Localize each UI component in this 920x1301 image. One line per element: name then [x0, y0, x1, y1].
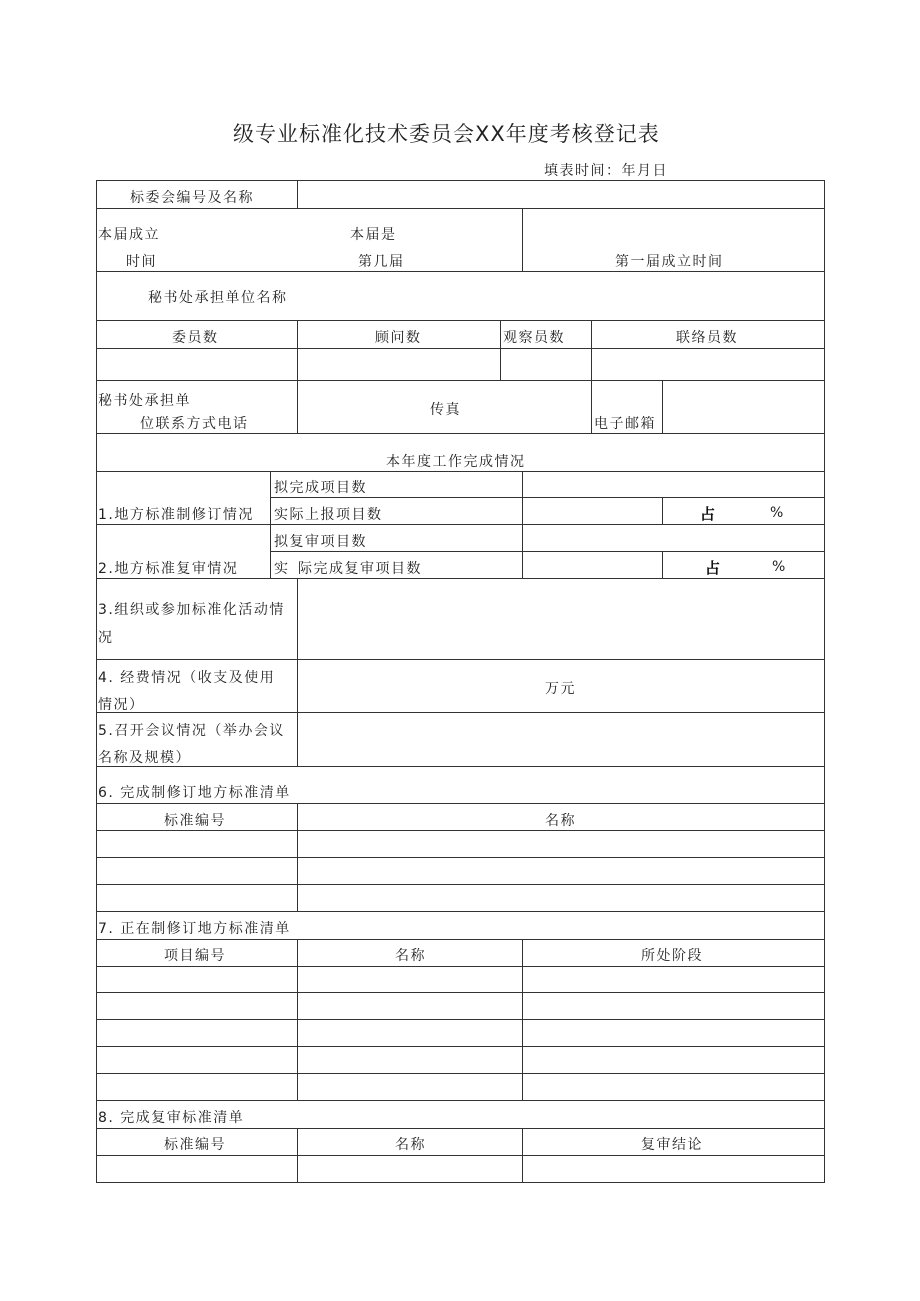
list7-col-name: 名称 [395, 948, 426, 964]
established-time-label-2: 时间 [126, 254, 157, 270]
term-no-label-2: 第几届 [358, 254, 405, 270]
item1-label: 1.地方标准制修订情况 [98, 507, 254, 523]
phone-label-1: 秘书处承担单 [98, 393, 191, 409]
phone-label-2: 位联系方式电话 [140, 416, 249, 432]
item5-field[interactable] [299, 714, 823, 765]
item1-actual-field[interactable] [524, 499, 661, 523]
observers-field[interactable] [502, 350, 590, 379]
term-no-label-1: 本届是 [350, 227, 397, 243]
secretariat-unit-label: 秘书处承担单位名称 [148, 290, 288, 306]
list7-col-code: 项目编号 [164, 948, 226, 964]
item2-actual-label-b: 际完成复审项目数 [298, 561, 422, 577]
item3-field[interactable] [299, 580, 823, 658]
item3-label-1: 3.组织或参加标准化活动情 [98, 602, 285, 618]
item1-share-label: 占 [700, 505, 716, 523]
item2-share-label: 占 [705, 559, 721, 577]
list8-col-name: 名称 [395, 1137, 426, 1153]
list8-col-conclusion: 复审结论 [641, 1137, 703, 1153]
item4-label-1: 4. 经费情况（收支及使用 [98, 670, 276, 686]
list8-col-code: 标准编号 [164, 1137, 226, 1153]
advisors-label: 顾问数 [375, 330, 422, 346]
item5-label-1: 5.召开会议情况（举办会议 [98, 723, 285, 739]
item1-percent-label: % [770, 505, 785, 521]
members-field[interactable] [98, 350, 296, 379]
first-term-time-label: 第一届成立时间 [615, 254, 724, 270]
fill-time-label: 填表时间：年月日 [544, 163, 668, 179]
item1-planned-field[interactable] [524, 473, 823, 496]
item2-label: 2.地方标准复审情况 [98, 561, 239, 577]
observers-label: 观察员数 [503, 330, 565, 346]
item3-label-2: 况 [98, 630, 114, 646]
liaisons-field[interactable] [593, 350, 823, 379]
committee-label: 标委会编号及名称 [130, 190, 254, 206]
item5-label-2: 名称及规模） [98, 750, 191, 766]
members-label: 委员数 [172, 330, 219, 346]
email-label: 电子邮箱 [594, 416, 656, 432]
item2-planned-field[interactable] [524, 526, 823, 550]
item4-label-2: 情况） [98, 697, 145, 713]
list7-title: 7. 正在制修订地方标准清单 [98, 921, 291, 937]
work-section-title: 本年度工作完成情况 [386, 454, 526, 470]
page-title: 级专业标准化技术委员会XX年度考核登记表 [233, 122, 660, 146]
committee-field[interactable] [300, 182, 822, 207]
list6-col-code: 标准编号 [164, 813, 226, 829]
item2-planned-label: 拟复审项目数 [274, 534, 367, 550]
list7-col-stage: 所处阶段 [641, 948, 703, 964]
advisors-field[interactable] [299, 350, 499, 379]
item4-unit-label: 万元 [545, 681, 576, 697]
item1-planned-label: 拟完成项目数 [274, 480, 367, 496]
item2-percent-label: % [772, 559, 787, 575]
list8-title: 8. 完成复审标准清单 [98, 1110, 245, 1126]
email-field[interactable] [664, 382, 823, 432]
list6-col-name: 名称 [545, 813, 576, 829]
item2-actual-field[interactable] [524, 553, 661, 577]
liaisons-label: 联络员数 [676, 330, 738, 346]
list6-title: 6. 完成制修订地方标准清单 [98, 785, 291, 801]
fax-label: 传真 [430, 402, 461, 418]
item2-actual-label-a: 实 [274, 561, 290, 577]
item1-actual-label: 实际上报项目数 [274, 507, 383, 523]
established-time-label-1: 本届成立 [98, 227, 160, 243]
